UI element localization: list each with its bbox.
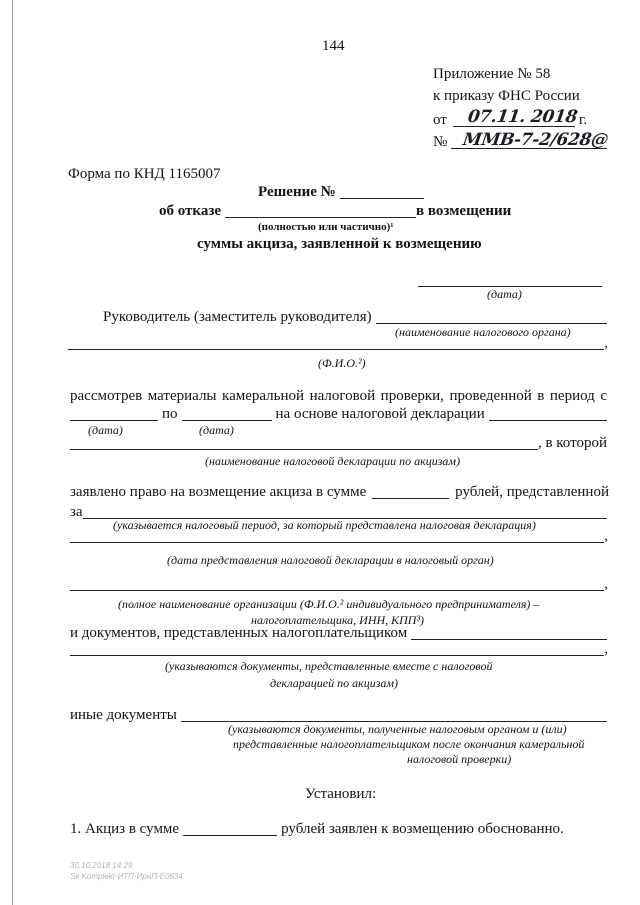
tax-authority-hint: (наименование налогового органа): [395, 325, 571, 339]
documents-comma: ,: [604, 641, 608, 657]
appendix-date-handwritten: 07.11. 2018: [466, 107, 579, 127]
established-heading: Установил:: [305, 786, 377, 802]
appendix-order: к приказу ФНС России: [433, 88, 580, 104]
refusal-suffix: в возмещении: [416, 203, 512, 219]
other-documents-underline: [181, 709, 607, 722]
declaration-name-row: [70, 434, 607, 452]
period-to-hint: (дата): [199, 423, 234, 437]
head-label: Руководитель (заместитель руководителя): [103, 309, 372, 325]
footer-timestamp: 30.10.2018 14:29: [70, 861, 133, 870]
item-1-prefix: 1. Акциз в сумме: [70, 821, 180, 837]
other-documents-hint-line-1: (указываются документы, полученные налоговым органом и (или): [228, 722, 567, 736]
footer-file-reference: Sk Komplekt-ИТП-ИрнП-E0634: [70, 872, 183, 881]
review-intro: рассмотрев материалы камеральной налоговой проверки, проведенной в период с: [70, 388, 607, 404]
refusal-prefix: об отказе: [159, 203, 222, 219]
period-from-hint: (дата): [88, 423, 123, 437]
decision-label: Решение №: [258, 184, 336, 200]
refusal-row: [159, 202, 511, 220]
decision-row: [258, 183, 424, 201]
head-fio-hint: (Ф.И.О.²): [318, 356, 366, 370]
submission-date-row: [70, 527, 608, 545]
head-row: [103, 308, 607, 326]
scan-edge-line: [12, 0, 13, 905]
taxpayer-hint-line-2: налогоплательщика, ИНН, КПП³): [251, 613, 425, 627]
taxpayer-hint-line-1: (полное наименование организации (Ф.И.О.² индивидуального предпринимателя) –: [118, 597, 540, 611]
documents-hint-line-1: (указываются документы, представленные вместе с налоговой: [165, 659, 493, 673]
head-fio-comma: ,: [604, 335, 608, 351]
period-to-underline: [182, 408, 272, 421]
appendix-number-prefix: №: [433, 134, 448, 150]
documents-hint-line-2: декларацией по акцизам): [270, 676, 399, 690]
claim-amount-underline: [372, 486, 449, 499]
declaration-name-underline: [70, 437, 538, 450]
decision-number-underline: [340, 186, 424, 199]
appendix-title: Приложение № 58: [433, 66, 551, 82]
other-documents-hint-line-3: налоговой проверки): [407, 752, 512, 766]
documents-continued-underline: [70, 643, 604, 656]
other-documents-hint-line-2: представленные налогоплательщиком после окончания камеральной: [233, 737, 585, 751]
submission-date-hint: (дата представления налоговой декларации в налоговый орган): [167, 553, 494, 567]
claim-period-hint: (указывается налоговый период, за который представлена налоговая декларация): [113, 518, 536, 532]
refusal-scope-hint: (полностью или частично)¹: [258, 221, 394, 233]
taxpayer-row: [70, 575, 608, 593]
appendix-date-suffix: г.: [578, 112, 588, 128]
declaration-basis-underline: [489, 408, 607, 421]
form-code: Форма по КНД 1165007: [68, 166, 221, 182]
claim-text: заявлено право на возмещение акциза в сумме: [70, 484, 367, 500]
declaration-which-label: , в которой: [537, 435, 607, 451]
decision-date-hint: (дата): [487, 287, 522, 301]
submission-date-underline: [70, 530, 604, 543]
decision-subject: суммы акциза, заявленной к возмещению: [197, 236, 482, 252]
claim-for-label: за: [70, 504, 83, 520]
period-by-label: по: [162, 406, 178, 422]
declaration-basis-label: на основе налоговой декларации: [275, 406, 485, 422]
item-1-suffix: рублей заявлен к возмещению обоснованно.: [281, 821, 564, 837]
appendix-date-prefix: от: [433, 112, 447, 128]
item-1-amount-underline: [183, 823, 277, 836]
declaration-name-hint: (наименование налоговой декларации по акцизам): [205, 454, 461, 468]
tax-authority-underline: [376, 311, 607, 324]
head-fio-row: [68, 334, 608, 352]
page-number: 144: [322, 38, 345, 54]
documents-underline: [411, 627, 607, 640]
refusal-scope-underline: [225, 205, 416, 218]
taxpayer-underline: [70, 578, 604, 591]
claim-rubles-label: рублей, представленной: [455, 484, 609, 500]
review-period-row: [70, 405, 607, 423]
other-documents-label: иные документы: [70, 707, 177, 723]
submission-date-comma: ,: [604, 528, 608, 544]
claim-row: [70, 483, 609, 501]
appendix-number-handwritten: ММВ-7-2/628@: [461, 130, 610, 150]
head-fio-underline: [68, 337, 604, 350]
documents-label: и документов, представленных налогоплательщиком: [70, 625, 408, 641]
documents-continued-row: [70, 640, 608, 658]
period-from-underline: [70, 408, 158, 421]
taxpayer-comma: ,: [604, 576, 608, 592]
item-1-row: [70, 820, 564, 838]
